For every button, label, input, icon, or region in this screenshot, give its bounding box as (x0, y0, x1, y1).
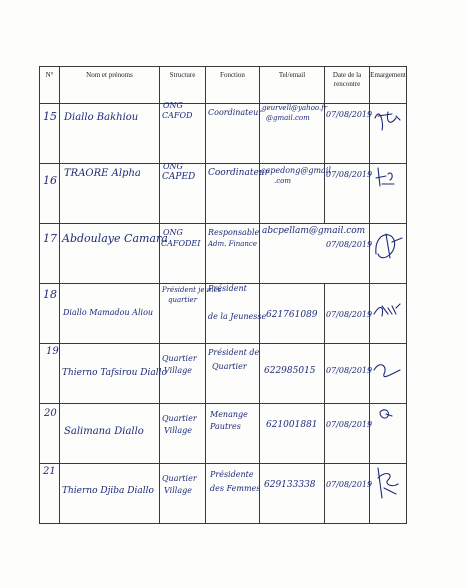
row-structure-2: CAFODEI (161, 239, 201, 248)
row-function-1: Coordinateur (208, 108, 263, 117)
row-number: 21 (43, 466, 56, 477)
row-function-1: Président de (208, 348, 260, 357)
header-date: Date de la rencontre (325, 67, 370, 104)
header-contact: Tel/email (260, 67, 325, 104)
header-function: Fonction (206, 67, 260, 104)
row-date: 07/08/2019 (326, 420, 373, 429)
table-row (40, 224, 407, 284)
signature-image (370, 464, 407, 523)
row-structure-1: ONG (163, 228, 183, 237)
row-name: Diallo Mamadou Aliou (63, 308, 154, 317)
signature-image (370, 104, 407, 163)
row-structure-2: quartier (168, 296, 198, 304)
row-contact-1: 622985015 (264, 366, 316, 376)
row-number: 16 (43, 174, 57, 187)
row-contact-2: .com (274, 177, 291, 185)
row-function-2: Adm. Finance (208, 240, 257, 248)
row-structure-1: Quartier (162, 474, 197, 483)
row-structure-1: Quartier (162, 354, 197, 363)
row-name: Thierno Tafsirou Diallo (62, 368, 167, 378)
row-function-1: Responsable (208, 228, 260, 237)
table-row (40, 104, 407, 164)
row-date: 07/08/2019 (326, 480, 373, 489)
row-structure-1: ONG (163, 162, 183, 171)
row-function-1: Présidente (210, 470, 254, 479)
row-function-2: Pautres (210, 422, 241, 431)
row-number: 18 (43, 288, 57, 301)
row-number: 20 (44, 408, 57, 419)
row-date: 07/08/2019 (326, 240, 373, 249)
row-date: 07/08/2019 (326, 110, 373, 119)
header-number: N° (40, 67, 60, 104)
row-name: Salimana Diallo (64, 426, 144, 437)
header-structure: Structure (160, 67, 206, 104)
signature-image (370, 284, 407, 343)
row-contact-1: abcpellam@gmail.com (262, 226, 366, 236)
row-function-2: Quartier (212, 362, 247, 371)
row-structure-1: ONG (163, 101, 183, 110)
row-structure-2: CAPED (162, 172, 196, 182)
row-number: 17 (43, 232, 57, 245)
attendance-table (39, 66, 407, 524)
table-row (40, 404, 407, 464)
table-row (40, 464, 407, 524)
row-structure-1: Quartier (162, 414, 197, 423)
row-structure-1: Président jeunes (162, 286, 222, 294)
row-function-1: Coordinateur (208, 168, 269, 178)
row-name: TRAORE Alpha (64, 168, 141, 179)
row-contact-1: capedong@gmail (261, 166, 331, 175)
table-row (40, 344, 407, 404)
row-structure-2: Village (164, 426, 192, 435)
row-function-1: Menange (210, 410, 248, 419)
signature-image (370, 164, 407, 223)
row-contact-1: 629133338 (264, 480, 316, 490)
row-function-1: Président (208, 284, 247, 293)
row-name: Abdoulaye Camara (62, 232, 168, 245)
header-signature: Emargement (370, 67, 407, 104)
table-row (40, 164, 407, 224)
row-number: 19 (46, 346, 59, 357)
row-structure-2: Village (164, 486, 192, 495)
row-structure-2: Village (164, 366, 192, 375)
row-function-2: de la Jeunesse (208, 312, 267, 321)
row-contact-1: 621761089 (266, 310, 318, 320)
row-structure-2: CAFOD (162, 111, 193, 120)
signature-image (370, 344, 407, 403)
row-date: 07/08/2019 (326, 366, 373, 375)
table-row (40, 284, 407, 344)
row-date: 07/08/2019 (326, 170, 373, 179)
row-contact-2: @gmail.com (266, 114, 310, 122)
signature-image (370, 224, 407, 283)
row-name: Diallo Bakhiou (64, 112, 139, 123)
row-function-2: des Femmes (210, 484, 261, 493)
header-row (40, 67, 407, 104)
row-contact-1: geurvell@yahoo.fr (262, 104, 328, 112)
header-name: Nom et prénoms (60, 67, 160, 104)
signature-image (370, 404, 407, 463)
row-contact-1: 621001881 (266, 420, 318, 430)
row-name: Thierno Djiba Diallo (62, 486, 154, 496)
row-date: 07/08/2019 (326, 310, 373, 319)
row-number: 15 (43, 110, 57, 123)
